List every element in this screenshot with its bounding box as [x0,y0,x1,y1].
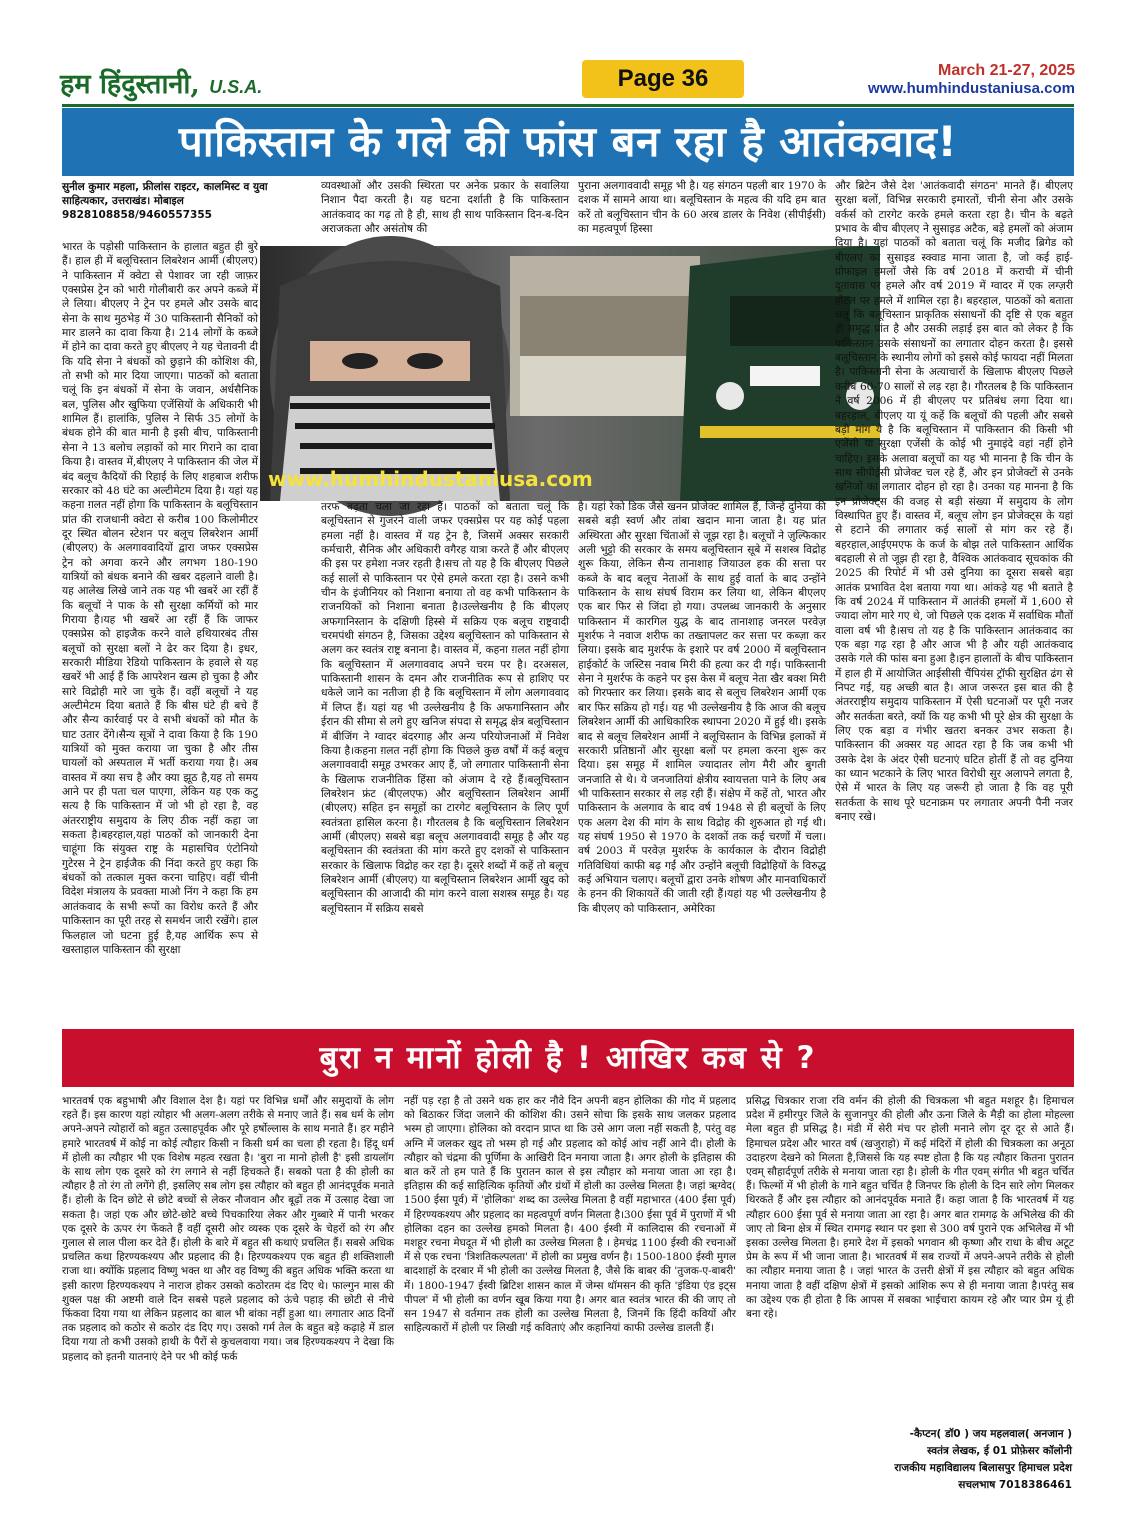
holi-column-1 [62,1094,394,1526]
photo-watermark-url: www.humhindustaniusa.com [268,467,593,491]
masthead-divider [62,104,1074,107]
article-col3-text: है। यहां रेको डिक जैसे खनन प्रोजेक्ट शामिल हैं, जिन्हें दुनिया की सबसे बड़ी स्वर्ण और तांबा खदान माना जाता है। यह प्रांत अस्थिरता और सुरक्षा चिंताओं से जूझ रहा है। बलूचों ने ज़ुल्फिकार अली भुट्टो की सरकार के समय बलूचिस्तान सूबे में सशस्त्र विद्रोह शुरू किया, लेकिन सैन्य तानाशाह जियाउल हक की सत्ता पर कब्जे के बाद बलूच नेताओं के साथ हुई वार्ता के बाद उन्होंने पाकिस्तान के साथ संघर्ष विराम कर लिया था, लेकिन बीएलए एक बार फिर से जिंदा हो गया। उपलब्ध जानकारी के अनुसार पाकिस्तान में कारगिल युद्ध के बाद तानाशाह जनरल परवेज़ मुशर्रफ ने नवाज शरीफ का तख्तापलट कर सत्ता पर कब्ज़ा कर लिया। इसके बाद मुशर्रफ के इशारे पर वर्ष 2000 में बलूचिस्तान हाईकोर्ट के जस्टिस नवाब मिरी की हत्या कर दी गई। पाकिस्तानी सेना ने मुशर्रफ के कहने पर इस केस में बलूच नेता खैर बक्श मिरी को गिरफ्तार कर लिया। इसके बाद से बलूच लिबरेशन आर्मी एक बार फिर सक्रिय हो गई। यह भी उल्लेखनीय है कि आज की बलूच लिबरेशन आर्मी की आधिकारिक स्थापना 2020 में हुई थी। इसके बाद से बलूच लिबरेशन आर्मी ने बलूचिस्तान के विभिन्न इलाकों में सरकारी प्रतिष्ठानों और सुरक्षा बलों पर हमला करना शुरू कर दिया। इस समूह में शामिल ज्यादातर लोग मैरी और बुगती जनजाति से थे। ये जनजातियां क्षेत्रीय स्वायत्तता पाने के लिए अब भी पाकिस्तान सरकार से लड़ रही हैं। संक्षेप में कहें तो, भारत और पाकिस्तान के अलगाव के बाद वर्ष 1948 से ही बलूचों के लिए एक अलग देश की मांग के साथ विद्रोह की शुरुआत हो गई थी। यह संघर्ष 1950 से 1970 के दशकों तक कई चरणों में चला। वर्ष 2003 में परवेज़ मुशर्रफ के कार्यकाल के दौरान विद्रोही गतिविधियां काफी बढ़ गईं और उन्होंने बलूची विद्रोहियों के विरुद्ध कई अभियान चलाए। बलूचों द्वारा उनके शोषण और मानवाधिकारों के हनन की शिकायतें की जाती रही हैं।यहां यह भी उल्लेखनीय है कि बीएलए को पाकिस्तान, अमेरिका [578,501,826,915]
article-column-2 [321,500,569,1012]
article-col4-text: और ब्रिटेन जैसे देश 'आतंकवादी संगठन' मानते हैं। बीएलए सुरक्षा बलों, विभिन्न सरकारी इमारतों, चीनी सेना और उसके वर्कर्स को टारगेट करके हमले करता रहा है। चीन के बढ़ते प्रभाव के बीच बीएलए ने सुसाइड अटैक, बड़े हमलों को अंजाम दिया है। यहां पाठकों को बताता चलूं कि मजीद ब्रिगेड को बीएलए का सुसाइड स्क्वाड माना जाता है, जो कई हाई-प्रोफाइल हमलों जैसे कि वर्ष 2018 में कराची में चीनी दूतावास पर हमले और वर्ष 2019 में ग्वादर में एक लग्ज़री होटल पर हमले में शामिल रहा है। बहरहाल, पाठकों को बताता चलूं कि बलूचिस्तान प्राकृतिक संसाधनों की दृष्टि से एक बहुत ही समृद्ध प्रांत है और उसकी लड़ाई इस बात को लेकर है कि पाकिस्तान उसके संसाधनों का लगातार दोहन करता है। इससे बलूचिस्तान के स्थानीय लोगों को इससे कोई फायदा नहीं मिलता है। पाकिस्तानी सेना के अत्याचारों के खिलाफ बीएलए पिछले करीब 60-70 सालों से लड़ रहा है। गौरतलब है कि पाकिस्तान ने वर्ष 2006 में ही बीएलए पर प्रतिबंध लगा दिया था। बहरहाल, बीएलए या यूं कहें कि बलूचों की पहली और सबसे बड़ी मांग ये है कि बलूचिस्तान में पाकिस्तान की किसी भी एजेंसी या सुरक्षा एजेंसी के कोई भी नुमाइंदे वहां नहीं होने चाहिए। इसके अलावा बलूचों का यह भी मानना है कि चीन के साथ सीपीईसी प्रोजेक्ट चल रहे हैं, और इन प्रोजेक्टों से उनके खनिजों का लगातार दोहन हो रहा है। उनका यह मानना है कि इन प्रोजेक्ट्स की वजह से बड़ी संख्या में समुदाय के लोग विस्थापित हुए हैं। वास्तव में, बलूच लोग इन प्रोजेक्ट्स के यहां से हटाने की लगातार कई सालों से मांग कर रहे हैं। बहरहाल,आईएमएफ के कर्ज के बोझ तले पाकिस्तान आर्थिक बदहाली से तो जूझ ही रहा है, वैश्विक आतंकवाद सूचकांक की 2025 की रिपोर्ट में भी उसे दुनिया का दूसरा सबसे बड़ा आतंक प्रभावित देश बताया गया था। आंकड़े यह भी बताते है कि वर्ष 2024 में पाकिस्तान में आतंकी हमलों में 1,600 से ज्यादा लोग मारे गए थे, जो पिछले एक दशक में सर्वाधिक मौतों वाला वर्ष भी है।सच तो यह है कि पाकिस्तान आतंकवाद का एक बड़ा गढ़ रहा है और आज भी है और यही आतंकवाद उसके गले की फांस बना हुआ है।इन हालातों के बीच पाकिस्तान में हाल ही में आयोजित आईसीसी चैंपियंस ट्रॉफी सुरक्षित ढंग से निपट गई, यह अच्छी बात है। आज जरूरत इस बात की है अंतरराष्ट्रीय समुदाय पाकिस्तान में ऐसी घटनाओं पर पूरी नजर और सतर्कता बरते, क्यों कि यह कभी भी पूरे क्षेत्र की सुरक्षा के लिए एक बड़ा व गंभीर खतरा बनकर उभर सकता है। पाकिस्तान की अक्सर यह आदत रहा है कि जब कभी भी उसके देश के अंदर ऐसी घटनाएं घटित होतीं हैं तो वह दुनिया का ध्यान भटकाने के लिए भारत विरोधी सुर अलापने लगता है, ऐसे में भारत के लिए यह जरूरी हो जाता है कि वह पूरी सतर्कता के साथ पूरे घटनाक्रम पर लगातार अपनी पैनी नजर बनाए रखे। [835,180,1073,824]
article-column-1-lower [62,500,312,1012]
article-column-3 [578,500,826,1012]
holi-column-2 [404,1094,736,1526]
author-byline: सुनील कुमार महला, फ्रीलांस राइटर, कालमिस्ट व युवा साहित्यकार, उत्तराखंड। मोबाइल 9828108858/9460557355 [62,181,268,221]
article-column-1 [62,240,258,956]
signature-line: सचलभाष 7018386461 [958,1479,1072,1491]
issue-date-block [868,62,1075,98]
masthead [60,60,1075,100]
article-headline: पाकिस्तान के गले की फांस बन रहा है आतंकवाद! [62,108,1074,176]
holi-col2-text: नहीं पड़ रहा है तो उसने थक हार कर नौवे दिन अपनी बहन होलिका की गोद में प्रहलाद को बिठाकर जिंदा जलाने की कोशिश की। उसने सोचा कि इसके साथ जलकर प्रहलाद भस्म हो जाएगा। होलिका को वरदान प्राप्त था कि उसे आग जला नहीं सकती है, परंतु वह अग्नि में जलकर खुद तो भस्म हो गई और प्रहलाद को कोई आंच नहीं आने दी। होली के त्यौहार को चंद्रमा की पूर्णिमा के आखिरी दिन मनाया जाता है। अगर होली के इतिहास की बात करें तो हम पाते हैं कि पुरातन काल से इस त्यौहार को मनाया जाता आ रहा है। इतिहास की कई साहित्यिक कृतियों और ग्रंथों में होली का उल्लेख मिलता है। जहां ऋग्वेद( 1500 ईसा पूर्व) में 'होलिका' शब्द का उल्लेख मिलता है वहीं महाभारत (400 ईसा पूर्व) में हिरण्यकश्यप और प्रहलाद का महत्वपूर्ण वर्णन मिलता है।300 ईसा पूर्व में पुराणों में भी होलिका दहन का उल्लेख हमको मिलता है। 400 ईस्वी में कालिदास की रचनाओं में मशहूर रचना मेघदूत में भी होली का उल्लेख मिलता है । हेमचंद्र 1100 ईस्वी की रचनाओं में से एक रचना 'त्रिशतिकल्पलता' में होली का प्रमुख वर्णन है। 1500-1800 ईस्वी मुगल बादशाहों के दरबार में भी होली का उल्लेख मिलता है, जैसे कि बाबर की 'तुजक-ए-बाबरी' में। 1800-1947 ईस्वी ब्रिटिश शासन काल में जेम्स थॉमसन की कृति 'इंडिया एंड इट्स पीपल' में भी होली का वर्णन खूब किया गया है। अगर बात स्वतंत्र भारत की की जाए तो सन 1947 से वर्तमान तक होली का उल्लेख मिलता है, जिनमें कि हिंदी कवियों और साहित्यकारों में होली पर लिखी गई कविताएं और कहानियां काफी उल्लेख डालती हैं। [404,1095,736,1335]
newspaper-logo [60,64,262,101]
logo-suffix: U.S.A. [209,77,263,97]
issue-date: March 21-27, 2025 [938,62,1075,79]
masked-man-and-train-photo [260,246,880,501]
article-column-3-top: पुराना अलगाववादी समूह भी है। यह संगठन पहली बार 1970 के दशक में सामने आया था। बलूचिस्तान के महत्व की यदि हम बात करें तो बलूचिस्तान चीन के 60 अरब डालर के निवेश (सीपीईसी) का महत्वपूर्ण हिस्सा [578,180,826,236]
article-col1-text: भारत के पड़ोसी पाकिस्तान के हालात बहुत ही बुरे हैं। हाल ही में बलूचिस्तान लिबरेशन आर्मी (बीएलए) ने पाकिस्तान में क्वेटा से पेशावर जा रही जाफ़र एक्सप्रेस ट्रेन को भारी गोलीबारी कर अपने कब्जे में ले लिया। बीएलए ने ट्रेन पर हमले और उसके बाद सेना के साथ मुठभेड़ में 30 पाकिस्तानी सैनिकों को मार डालने का दावा किया है। 214 लोगों के कब्जे में होने का दावा करते हुए बीएलए ने यह चेतावनी दी कि यदि सेना ने बंधकों को छुड़ाने की कोशिश की, तो सभी को मार दिया जाएगा। पाठकों को बताता चलूं कि इन बंधकों में सेना के जवान, अर्धसैनिक बल, पुलिस और खुफिया एजेंसियों के अधिकारी भी शामिल हैं। हालांकि, पुलिस ने सिर्फ 35 लोगों के बंधक होने की बात मानी है इसी बीच, पाकिस्तानी सेना ने 13 बलोच लड़ाकों को मार गिराने का दावा किया है। वास्तव में,बीएलए ने पाकिस्तान की जेल में बंद बलूच कैदियों की रिहाई के लिए शहबाज शरीफ सरकार को 48 घंटे का अल्टीमेटम दिया है। यहां यह कहना ग़लत नहीं होगा कि पाकिस्तान के बलूचिस्तान प्रांत की राजधानी क्वेटा से करीब 100 किलोमीटर दूर स्थित बोलन स्टेशन पर बलूच लिबरेशन आर्मी (बीएलए) के अलगाववादियों द्वारा जफर एक्सप्रेस ट्रेन को अगवा करने और लगभग 180-190 यात्रियों को बंधक बनाने की खबर दहलाने वाली है।यह आलेख लिखे जाने तक यह भी खबरें आ रहीं हैं कि बलूचों ने पाक के सौ सुरक्षा कर्मियों को मार गिराया है।यह भी खबरें आ रहीं हैं कि जाफर एक्सप्रेस को हाइजैक करने वाले हथियारबंद तीस बलूचों को सुरक्षा बलों ने ढेर कर दिया है। इधर, सरकारी मीडिया रेडियो पाकिस्तान के हवाले से यह खबरें भी आई हैं कि आपरेशन खत्म हो चुका है और सारे विद्रोही मारे जा चुके हैं। वहीं बलूचों ने यह अल्टीमेटम दिया बताते हैं कि बीस घंटे ही बचे हैं और सैन्य कार्रवाई पर वे सभी बंधकों को मौत के घाट उतार देंगे।सैन्य सूत्रों ने दावा किया है कि 190 यात्रियों को मुक्त कराया जा चुका है और तीस घायलों को अस्पताल में भर्ती कराया गया है। अब वास्तव में क्या सच है और क्या झूठ है,यह तो समय आने पर ही पता चल पाएगा, लेकिन यह एक कटु सत्य है कि पाकिस्तान में जो भी हो रहा है, वह अंतरराष्ट्रीय समुदाय के लिए ठीक नहीं कहा जा सकता है।बहरहाल,यहां पाठकों को जानकारी देना चाहूंगा कि संयुक्त राष्ट्र के महासचिव एंटोनियो गुटेरस ने ट्रेन हाईजैक की निंदा करते हुए कहा कि बंधकों को तत्काल मुक्त करना चाहिए। वहीं चीनी विदेश मंत्रालय के प्रवक्ता माओ निंग ने कहा कि हम आतंकवाद के सभी रूपों का विरोध करते हैं और पाकिस्तान का पूरी तरह से समर्थन जारी रखेंगे। हाल फिलहाल जो घटना हुई है,यह आर्थिक रूप से खस्ताहाल पाकिस्तान की सुरक्षा [62,241,258,956]
logo-text: हम हिंदुस्तानी, [60,69,200,100]
holi-article-headline: बुरा न मानों होली है ! आखिर कब से ? [62,1029,1074,1087]
signature-line: राजकीय महाविद्यालय बिलासपुर हिमाचल प्रदेश [894,1462,1072,1474]
holi-col3-text: प्रसिद्ध चित्रकार राजा रवि वर्मन की होली की चित्रकला भी बहुत मशहूर है। हिमाचल प्रदेश में हमीरपुर जिले के सुजानपुर की होली और ऊना जिले के मैड़ी का होला मोहल्ला मेला बहुत ही प्रसिद्ध है। मंडी में सेरी मंच पर होली मनाने लोग दूर दूर से आते हैं। हिमाचल प्रदेश और भारत वर्ष (खजुराहो) में कई मंदिरों में होली की चित्रकला का अनूठा उदाहरण देखने को मिलता है,जिससे कि यह स्पष्ट होता है कि यह त्यौहार कितना पुरातन एवम् सौहार्दपूर्ण तरीके से मनाया जाता रहा है। होली के गीत एवम् संगीत भी बहुत चर्चित हैं। फिल्मों में भी होली के गाने बहुत चर्चित है जिनपर कि होली के दिन सारे लोग मिलकर थिरकते हैं और इस त्यौहार को आनंदपूर्वक मनाते हैं। कहा जाता है कि भारतवर्ष में यह त्यौहार 600 ईसा पूर्व से मनाया जाता आ रहा है। अगर बात रामगढ़ के अभिलेख की की जाए तो बिना क्षेत्र में स्थित रामगढ़ स्थान पर इशा से 300 वर्ष पुराने एक अभिलेख में भी इसका उल्लेख मिलता है। हमारे देश में इसको भगवान श्री कृष्णा और राधा के बीच अटूट प्रेम के रूप में भी जाना जाता है। भारतवर्ष में सब राज्यों में अपने-अपने तरीके से होली का त्यौहार मनाया जाता है । जहां भारत के उत्तरी क्षेत्रों में इस त्यौहार को बहुत अधिक मनाया जाता है वहीं दक्षिण क्षेत्रों में इसको आंशिक रूप से ही मनाया जाता है।परंतु सब का उद्देश्य एक ही होता है कि आपस में सबका भाईचारा कायम रहे और प्यार प्रेम यूं ही बना रहे। [746,1095,1074,1321]
signature-line: -कैप्टन( डॉ0 ) जय महलवाल( अनजान ) [909,1428,1072,1440]
signature-line: स्वतंत्र लेखक, ई 01 प्रोफ़ेसर कॉलोनी [927,1445,1072,1457]
author-signature [746,1426,1072,1494]
article-column-4 [835,179,1073,1013]
article-column-2-top: व्यवस्थाओं और उसकी स्थिरता पर अनेक प्रकार के सवालिया निशान पैदा करती है। यह घटना दर्शाती है कि पाकिस्तान आतंकवाद का गढ़ तो है ही, साथ ही साथ पाकिस्तान दिन-ब-दिन अराजकता और असंतोष की [321,180,569,236]
page-number: Page 36 [582,60,744,98]
holi-column-3 [746,1094,1074,1424]
masthead-website: www.humhindustaniusa.com [868,80,1075,97]
article-col2-text: तरफ बढ़ता चला जा रहा है। पाठकों को बताता चलूं कि बलूचिस्तान से गुजरने वाली जफर एक्सप्रेस पर यह कोई पहला हमला नहीं है। वास्तव में यह ट्रेन है, जिसमें अक्सर सरकारी कर्मचारी, सैनिक और अधिकारी वगैरह यात्रा करते हैं और बीएलए की इस पर हमेशा नजर रहती है।सच तो यह है कि बीएलए पिछले कई सालों से पाकिस्तान पर ऐसे हमले करता रहा है। उसने कभी चीन के इंजीनियर को निशाना बनाया तो वह कभी पाकिस्तान के राजनयिकों को निशाना बनाता है।उल्लेखनीय है कि बीएलए अफगानिस्तान के दक्षिणी हिस्से में सक्रिय एक बलूच राष्ट्रवादी चरमपंथी संगठन है, जिसका उद्देश्य बलूचिस्तान को पाकिस्तान से अलग कर स्वतंत्र राष्ट्र बनाना है। वास्तव में, कहना ग़लत नहीं होगा कि बलूचिस्तान में अलगाववाद अपने चरम पर है। दरअसल, पाकिस्तानी शासन के दमन और राजनीतिक रूप से हाशिए पर धकेले जाने का नतीजा ही है कि बलूचिस्तान में लोग अलगाववाद में लिप्त हैं। यहां यह भी उल्लेखनीय है कि अफगानिस्तान और ईरान की सीमा से लगे हुए खनिज संपदा से समृद्ध क्षेत्र बलूचिस्तान में बीजिंग ने ग्वादर बंदरगाह और अन्य परियोजनाओं में निवेश किया है।कहना ग़लत नहीं होगा कि पिछले कुछ वर्षों में कई बलूच अलगाववादी समूह उभरकर आए हैं, जो लगातार पाकिस्तानी सेना के खिलाफ राजनीतिक हिंसा को अंजाम दे रहे हैं।बलूचिस्तान लिबरेशन फ्रंट (बीएलएफ) और बलूचिस्तान लिबरेशन आर्मी (बीएलए) सहित इन समूहों का टारगेट बलूचिस्तान के लिए पूर्ण स्वतंत्रता हासिल करना है। गौरतलब है कि बलूचिस्तान लिबरेशन आर्मी (बीएलए) सबसे बड़ा बलूच अलगाववादी समूह है और यह बलूचिस्तान की स्वतंत्रता की मांग करते हुए दशकों से पाकिस्तान सरकार के खिलाफ विद्रोह कर रहा है। दूसरे शब्दों में कहें तो बलूच लिबरेशन आर्मी (बीएलए) या बलूचिस्तान लिबरेशन आर्मी खुद को बलूचिस्तान की आजादी की मांग करने वाला सशस्त्र समूह है। यह बलूचिस्तान में सक्रिय सबसे [321,501,569,915]
holi-col1-text: भारतवर्ष एक बहुभाषी और विशाल देश है। यहां पर विभिन्न धर्मों और समुदायों के लोग रहते हैं। इस कारण यहां त्योहार भी अलग-अलग तरीके से मनाए जाते हैं। सब धर्म के लोग अपने-अपने त्योहारों को बहुत उत्साहपूर्वक और पूरे हर्षोल्लास के साथ मनाते हैं। हर महीने हमारे भारतवर्ष में कोई ना कोई त्यौहार किसी न किसी धर्म का चला ही रहता है। हिंदू धर्म में होली का त्यौहार भी एक विशेष महत्व रखता है। 'बुरा ना मानो होली है' इसी डायलॉग के साथ लोग एक दूसरे को रंग लगाने से नहीं हिचकते हैं। सबको पता है की होली का त्यौहार है तो रंग तो लगेंगे ही, इसलिए सब लोग इस त्यौहार को बहुत ही आनंदपूर्वक मनाते हैं। होली के दिन छोटे से छोटे बच्चों से लेकर नौजवान और बूढ़ों तक में उत्साह देखा जा सकता है। जहां एक और छोटे-छोटे बच्चे पिचकारिया लेकर और गुब्बारे में पानी भरकर एक दूसरे के ऊपर रंग फेंकते हैं वहीं दूसरी ओर व्यस्क एक दूसरे के चेहरों को रंग और गुलाल से लाल पीला कर देते हैं। होली के बारे में बहुत सी कथाएं प्रचलित हैं। सबसे अधिक प्रचलित कथा हिरण्यकश्यप और प्रहलाद की है। हिरण्यकश्यप एक बहुत ही शक्तिशाली राजा था। क्योंकि प्रहलाद विष्णु भक्त था और वह विष्णु की बहुत अधिक भक्ति करता था इसी कारण हिरण्यकश्यप ने नाराज होकर उसको कठोरतम दंड दिए थे। फाल्गुन मास की शुक्ल पक्ष की अष्टमी वाले दिन सबसे पहले प्रहलाद को ऊंचे पहाड़ की छोटी से नीचे फिंकवा दिया गया था लेकिन प्रहलाद का बाल भी बांका नहीं हुआ था। लगातार आठ दिनों तक प्रहलाद को कठोर से कठोर दंड दिए गए। उसको गर्म तेल के बहुत बड़े कढ़ाहे में डाल दिया गया तो कभी उसको हाथी के पैरों से कुचलवाया गया। जब हिरण्यकश्यप ने देखा कि प्रहलाद को इतनी यातनाएं देने पर भी कोई फर्क [62,1095,394,1363]
